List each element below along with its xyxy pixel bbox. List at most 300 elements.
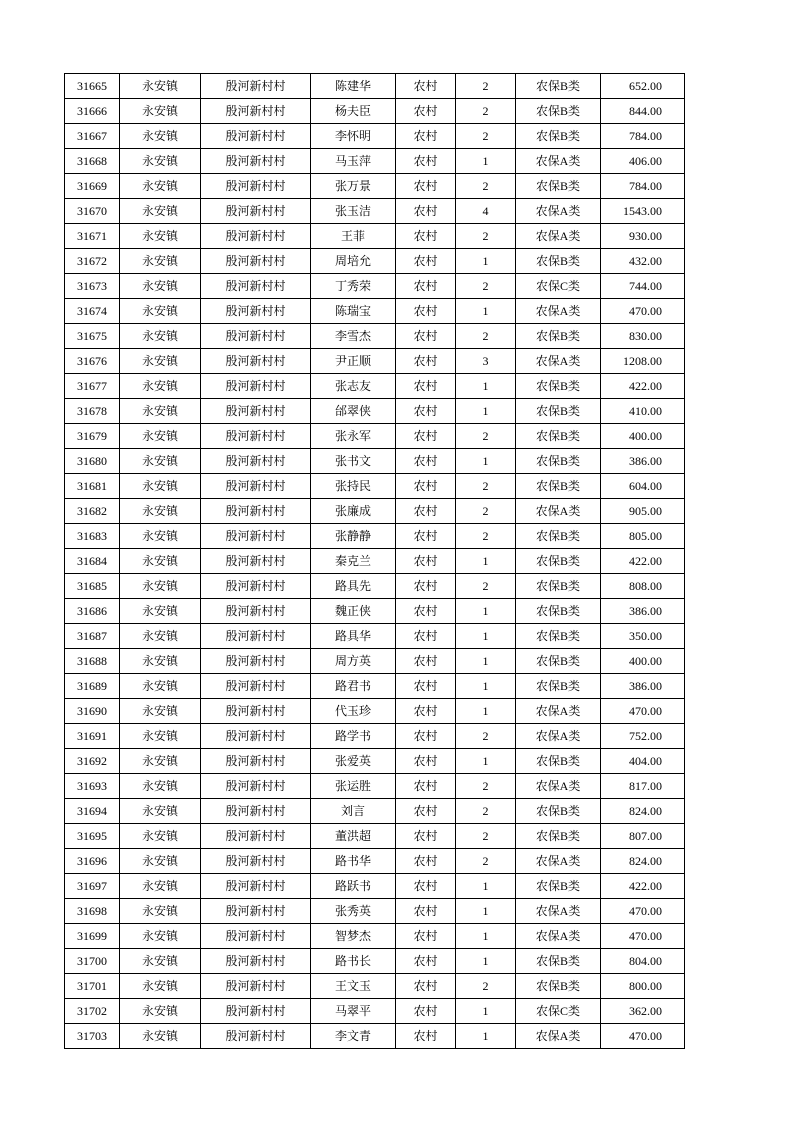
table-row [65, 574, 685, 599]
cell-record-id: 31703 [65, 1024, 120, 1049]
cell-person-name: 杨夫臣 [311, 99, 396, 124]
records-table-body [65, 74, 685, 1049]
cell-town: 永安镇 [120, 974, 201, 999]
cell-amount: 470.00 [601, 299, 685, 324]
cell-residence-type: 农村 [396, 624, 456, 649]
cell-count: 1 [456, 924, 516, 949]
table-row [65, 899, 685, 924]
cell-person-name: 张爱英 [311, 749, 396, 774]
cell-village: 殷河新村村 [201, 224, 311, 249]
table-row [65, 699, 685, 724]
cell-count: 2 [456, 474, 516, 499]
cell-record-id: 31690 [65, 699, 120, 724]
cell-person-name: 马玉萍 [311, 149, 396, 174]
cell-town: 永安镇 [120, 424, 201, 449]
cell-person-name: 刘言 [311, 799, 396, 824]
cell-town: 永安镇 [120, 374, 201, 399]
cell-person-name: 李雪杰 [311, 324, 396, 349]
cell-count: 1 [456, 899, 516, 924]
cell-residence-type: 农村 [396, 774, 456, 799]
cell-count: 1 [456, 149, 516, 174]
cell-person-name: 李怀明 [311, 124, 396, 149]
cell-amount: 470.00 [601, 1024, 685, 1049]
cell-person-name: 魏正侠 [311, 599, 396, 624]
cell-record-id: 31671 [65, 224, 120, 249]
cell-count: 4 [456, 199, 516, 224]
cell-residence-type: 农村 [396, 374, 456, 399]
cell-residence-type: 农村 [396, 849, 456, 874]
cell-town: 永安镇 [120, 324, 201, 349]
cell-residence-type: 农村 [396, 649, 456, 674]
cell-insurance-type: 农保B类 [516, 124, 601, 149]
cell-town: 永安镇 [120, 174, 201, 199]
cell-village: 殷河新村村 [201, 674, 311, 699]
cell-record-id: 31688 [65, 649, 120, 674]
cell-record-id: 31692 [65, 749, 120, 774]
cell-person-name: 张书文 [311, 449, 396, 474]
cell-residence-type: 农村 [396, 149, 456, 174]
cell-record-id: 31695 [65, 824, 120, 849]
cell-insurance-type: 农保B类 [516, 549, 601, 574]
cell-town: 永安镇 [120, 499, 201, 524]
cell-town: 永安镇 [120, 799, 201, 824]
cell-amount: 422.00 [601, 549, 685, 574]
cell-village: 殷河新村村 [201, 574, 311, 599]
cell-record-id: 31699 [65, 924, 120, 949]
cell-amount: 784.00 [601, 124, 685, 149]
cell-count: 1 [456, 399, 516, 424]
table-row [65, 324, 685, 349]
cell-count: 2 [456, 799, 516, 824]
cell-amount: 808.00 [601, 574, 685, 599]
cell-person-name: 陈建华 [311, 74, 396, 99]
cell-count: 2 [456, 274, 516, 299]
cell-person-name: 张秀英 [311, 899, 396, 924]
cell-person-name: 路具华 [311, 624, 396, 649]
cell-person-name: 路具先 [311, 574, 396, 599]
cell-amount: 824.00 [601, 849, 685, 874]
cell-amount: 807.00 [601, 824, 685, 849]
cell-amount: 350.00 [601, 624, 685, 649]
cell-amount: 784.00 [601, 174, 685, 199]
cell-record-id: 31693 [65, 774, 120, 799]
cell-count: 1 [456, 699, 516, 724]
table-row [65, 424, 685, 449]
cell-village: 殷河新村村 [201, 199, 311, 224]
cell-insurance-type: 农保A类 [516, 299, 601, 324]
cell-village: 殷河新村村 [201, 749, 311, 774]
cell-count: 2 [456, 324, 516, 349]
cell-count: 2 [456, 224, 516, 249]
cell-count: 2 [456, 524, 516, 549]
cell-count: 2 [456, 574, 516, 599]
cell-insurance-type: 农保A类 [516, 899, 601, 924]
table-row [65, 624, 685, 649]
cell-record-id: 31675 [65, 324, 120, 349]
cell-residence-type: 农村 [396, 399, 456, 424]
cell-insurance-type: 农保A类 [516, 199, 601, 224]
cell-insurance-type: 农保B类 [516, 824, 601, 849]
table-row [65, 349, 685, 374]
cell-town: 永安镇 [120, 274, 201, 299]
table-row [65, 299, 685, 324]
cell-record-id: 31681 [65, 474, 120, 499]
cell-person-name: 路学书 [311, 724, 396, 749]
cell-residence-type: 农村 [396, 799, 456, 824]
cell-record-id: 31676 [65, 349, 120, 374]
cell-insurance-type: 农保B类 [516, 674, 601, 699]
cell-amount: 422.00 [601, 874, 685, 899]
cell-insurance-type: 农保B类 [516, 974, 601, 999]
cell-person-name: 张持民 [311, 474, 396, 499]
table-row [65, 199, 685, 224]
cell-residence-type: 农村 [396, 1024, 456, 1049]
cell-insurance-type: 农保B类 [516, 324, 601, 349]
cell-count: 1 [456, 549, 516, 574]
cell-residence-type: 农村 [396, 674, 456, 699]
cell-person-name: 路书长 [311, 949, 396, 974]
cell-town: 永安镇 [120, 399, 201, 424]
cell-insurance-type: 农保A类 [516, 1024, 601, 1049]
table-row [65, 849, 685, 874]
cell-insurance-type: 农保B类 [516, 574, 601, 599]
cell-insurance-type: 农保B类 [516, 649, 601, 674]
cell-town: 永安镇 [120, 449, 201, 474]
cell-insurance-type: 农保A类 [516, 699, 601, 724]
table-row [65, 549, 685, 574]
cell-record-id: 31701 [65, 974, 120, 999]
cell-amount: 804.00 [601, 949, 685, 974]
cell-count: 1 [456, 449, 516, 474]
cell-record-id: 31696 [65, 849, 120, 874]
cell-person-name: 王菲 [311, 224, 396, 249]
cell-residence-type: 农村 [396, 524, 456, 549]
cell-count: 2 [456, 124, 516, 149]
cell-amount: 470.00 [601, 899, 685, 924]
table-row [65, 174, 685, 199]
cell-count: 2 [456, 724, 516, 749]
table-row [65, 724, 685, 749]
cell-insurance-type: 农保B类 [516, 399, 601, 424]
cell-count: 1 [456, 299, 516, 324]
records-table-container [64, 73, 685, 1049]
cell-residence-type: 农村 [396, 124, 456, 149]
cell-amount: 844.00 [601, 99, 685, 124]
cell-record-id: 31672 [65, 249, 120, 274]
cell-residence-type: 农村 [396, 474, 456, 499]
table-row [65, 824, 685, 849]
cell-amount: 400.00 [601, 424, 685, 449]
cell-amount: 744.00 [601, 274, 685, 299]
records-table [64, 73, 685, 1049]
cell-village: 殷河新村村 [201, 924, 311, 949]
cell-town: 永安镇 [120, 999, 201, 1024]
cell-town: 永安镇 [120, 474, 201, 499]
cell-village: 殷河新村村 [201, 849, 311, 874]
table-row [65, 924, 685, 949]
cell-town: 永安镇 [120, 574, 201, 599]
table-row [65, 649, 685, 674]
cell-village: 殷河新村村 [201, 999, 311, 1024]
cell-village: 殷河新村村 [201, 349, 311, 374]
cell-person-name: 张永军 [311, 424, 396, 449]
cell-village: 殷河新村村 [201, 474, 311, 499]
cell-residence-type: 农村 [396, 999, 456, 1024]
table-row [65, 674, 685, 699]
cell-town: 永安镇 [120, 674, 201, 699]
cell-town: 永安镇 [120, 924, 201, 949]
table-row [65, 774, 685, 799]
cell-count: 1 [456, 674, 516, 699]
cell-person-name: 周方英 [311, 649, 396, 674]
cell-insurance-type: 农保B类 [516, 474, 601, 499]
cell-record-id: 31673 [65, 274, 120, 299]
cell-amount: 1543.00 [601, 199, 685, 224]
cell-amount: 432.00 [601, 249, 685, 274]
cell-insurance-type: 农保C类 [516, 999, 601, 1024]
cell-record-id: 31665 [65, 74, 120, 99]
cell-residence-type: 农村 [396, 874, 456, 899]
cell-town: 永安镇 [120, 349, 201, 374]
cell-count: 2 [456, 74, 516, 99]
cell-person-name: 张静静 [311, 524, 396, 549]
cell-residence-type: 农村 [396, 449, 456, 474]
cell-record-id: 31680 [65, 449, 120, 474]
cell-residence-type: 农村 [396, 199, 456, 224]
cell-residence-type: 农村 [396, 924, 456, 949]
table-row [65, 449, 685, 474]
cell-village: 殷河新村村 [201, 324, 311, 349]
cell-insurance-type: 农保B类 [516, 174, 601, 199]
cell-amount: 830.00 [601, 324, 685, 349]
cell-record-id: 31694 [65, 799, 120, 824]
cell-amount: 470.00 [601, 924, 685, 949]
cell-amount: 386.00 [601, 449, 685, 474]
cell-insurance-type: 农保A类 [516, 774, 601, 799]
table-row [65, 74, 685, 99]
cell-count: 2 [456, 499, 516, 524]
cell-person-name: 张廉成 [311, 499, 396, 524]
cell-insurance-type: 农保B类 [516, 949, 601, 974]
cell-town: 永安镇 [120, 899, 201, 924]
cell-amount: 406.00 [601, 149, 685, 174]
table-row [65, 949, 685, 974]
cell-amount: 824.00 [601, 799, 685, 824]
cell-person-name: 路书华 [311, 849, 396, 874]
table-row [65, 374, 685, 399]
table-row [65, 474, 685, 499]
cell-person-name: 秦克兰 [311, 549, 396, 574]
cell-town: 永安镇 [120, 824, 201, 849]
cell-town: 永安镇 [120, 99, 201, 124]
cell-residence-type: 农村 [396, 274, 456, 299]
table-row [65, 999, 685, 1024]
cell-village: 殷河新村村 [201, 524, 311, 549]
cell-village: 殷河新村村 [201, 374, 311, 399]
cell-count: 1 [456, 999, 516, 1024]
cell-town: 永安镇 [120, 724, 201, 749]
cell-amount: 805.00 [601, 524, 685, 549]
cell-village: 殷河新村村 [201, 124, 311, 149]
cell-town: 永安镇 [120, 149, 201, 174]
cell-record-id: 31698 [65, 899, 120, 924]
cell-count: 1 [456, 874, 516, 899]
cell-insurance-type: 农保C类 [516, 274, 601, 299]
table-row [65, 749, 685, 774]
cell-village: 殷河新村村 [201, 299, 311, 324]
cell-insurance-type: 农保A类 [516, 849, 601, 874]
cell-village: 殷河新村村 [201, 949, 311, 974]
cell-record-id: 31683 [65, 524, 120, 549]
cell-town: 永安镇 [120, 299, 201, 324]
cell-residence-type: 农村 [396, 724, 456, 749]
cell-amount: 800.00 [601, 974, 685, 999]
cell-town: 永安镇 [120, 1024, 201, 1049]
cell-person-name: 路跃书 [311, 874, 396, 899]
cell-count: 1 [456, 749, 516, 774]
cell-town: 永安镇 [120, 549, 201, 574]
cell-amount: 404.00 [601, 749, 685, 774]
table-row [65, 874, 685, 899]
cell-person-name: 路君书 [311, 674, 396, 699]
cell-village: 殷河新村村 [201, 74, 311, 99]
cell-record-id: 31679 [65, 424, 120, 449]
cell-person-name: 周培允 [311, 249, 396, 274]
cell-town: 永安镇 [120, 199, 201, 224]
table-row [65, 524, 685, 549]
cell-residence-type: 农村 [396, 324, 456, 349]
cell-insurance-type: 农保A类 [516, 349, 601, 374]
cell-town: 永安镇 [120, 749, 201, 774]
cell-insurance-type: 农保B类 [516, 749, 601, 774]
cell-person-name: 尹正顺 [311, 349, 396, 374]
cell-residence-type: 农村 [396, 974, 456, 999]
cell-residence-type: 农村 [396, 224, 456, 249]
cell-village: 殷河新村村 [201, 174, 311, 199]
cell-residence-type: 农村 [396, 99, 456, 124]
cell-record-id: 31670 [65, 199, 120, 224]
cell-village: 殷河新村村 [201, 974, 311, 999]
cell-village: 殷河新村村 [201, 249, 311, 274]
cell-record-id: 31697 [65, 874, 120, 899]
cell-person-name: 李文青 [311, 1024, 396, 1049]
cell-town: 永安镇 [120, 599, 201, 624]
cell-count: 1 [456, 624, 516, 649]
cell-town: 永安镇 [120, 774, 201, 799]
cell-town: 永安镇 [120, 649, 201, 674]
cell-person-name: 王文玉 [311, 974, 396, 999]
cell-person-name: 张玉洁 [311, 199, 396, 224]
cell-insurance-type: 农保A类 [516, 499, 601, 524]
cell-record-id: 31684 [65, 549, 120, 574]
cell-residence-type: 农村 [396, 499, 456, 524]
cell-count: 2 [456, 424, 516, 449]
cell-record-id: 31666 [65, 99, 120, 124]
cell-record-id: 31685 [65, 574, 120, 599]
table-row [65, 224, 685, 249]
cell-insurance-type: 农保A类 [516, 924, 601, 949]
cell-person-name: 马翠平 [311, 999, 396, 1024]
cell-village: 殷河新村村 [201, 624, 311, 649]
cell-town: 永安镇 [120, 624, 201, 649]
cell-town: 永安镇 [120, 874, 201, 899]
cell-count: 2 [456, 174, 516, 199]
cell-residence-type: 农村 [396, 899, 456, 924]
cell-amount: 470.00 [601, 699, 685, 724]
cell-village: 殷河新村村 [201, 549, 311, 574]
cell-record-id: 31674 [65, 299, 120, 324]
cell-count: 3 [456, 349, 516, 374]
cell-village: 殷河新村村 [201, 699, 311, 724]
cell-village: 殷河新村村 [201, 824, 311, 849]
cell-insurance-type: 农保B类 [516, 449, 601, 474]
cell-insurance-type: 农保B类 [516, 424, 601, 449]
cell-residence-type: 农村 [396, 299, 456, 324]
table-row [65, 1024, 685, 1049]
cell-person-name: 董洪超 [311, 824, 396, 849]
cell-record-id: 31668 [65, 149, 120, 174]
cell-amount: 386.00 [601, 674, 685, 699]
table-row [65, 399, 685, 424]
cell-count: 1 [456, 599, 516, 624]
cell-amount: 1208.00 [601, 349, 685, 374]
cell-residence-type: 农村 [396, 949, 456, 974]
cell-record-id: 31677 [65, 374, 120, 399]
cell-person-name: 邰翠侠 [311, 399, 396, 424]
cell-record-id: 31700 [65, 949, 120, 974]
cell-person-name: 代玉珍 [311, 699, 396, 724]
cell-amount: 930.00 [601, 224, 685, 249]
cell-person-name: 智梦杰 [311, 924, 396, 949]
cell-amount: 386.00 [601, 599, 685, 624]
cell-town: 永安镇 [120, 124, 201, 149]
cell-person-name: 张万景 [311, 174, 396, 199]
cell-person-name: 陈瑞宝 [311, 299, 396, 324]
cell-record-id: 31702 [65, 999, 120, 1024]
cell-town: 永安镇 [120, 949, 201, 974]
cell-count: 1 [456, 649, 516, 674]
cell-village: 殷河新村村 [201, 499, 311, 524]
cell-insurance-type: 农保B类 [516, 524, 601, 549]
cell-amount: 604.00 [601, 474, 685, 499]
table-row [65, 974, 685, 999]
cell-record-id: 31669 [65, 174, 120, 199]
cell-count: 2 [456, 849, 516, 874]
cell-residence-type: 农村 [396, 424, 456, 449]
table-row [65, 274, 685, 299]
cell-count: 1 [456, 374, 516, 399]
cell-count: 1 [456, 1024, 516, 1049]
table-row [65, 499, 685, 524]
table-row [65, 149, 685, 174]
cell-amount: 752.00 [601, 724, 685, 749]
cell-village: 殷河新村村 [201, 874, 311, 899]
cell-insurance-type: 农保B类 [516, 624, 601, 649]
cell-town: 永安镇 [120, 524, 201, 549]
cell-residence-type: 农村 [396, 599, 456, 624]
cell-amount: 905.00 [601, 499, 685, 524]
cell-residence-type: 农村 [396, 549, 456, 574]
cell-town: 永安镇 [120, 249, 201, 274]
cell-person-name: 张运胜 [311, 774, 396, 799]
cell-insurance-type: 农保B类 [516, 99, 601, 124]
cell-insurance-type: 农保B类 [516, 799, 601, 824]
cell-village: 殷河新村村 [201, 649, 311, 674]
table-row [65, 99, 685, 124]
cell-count: 2 [456, 974, 516, 999]
cell-village: 殷河新村村 [201, 599, 311, 624]
cell-count: 1 [456, 249, 516, 274]
